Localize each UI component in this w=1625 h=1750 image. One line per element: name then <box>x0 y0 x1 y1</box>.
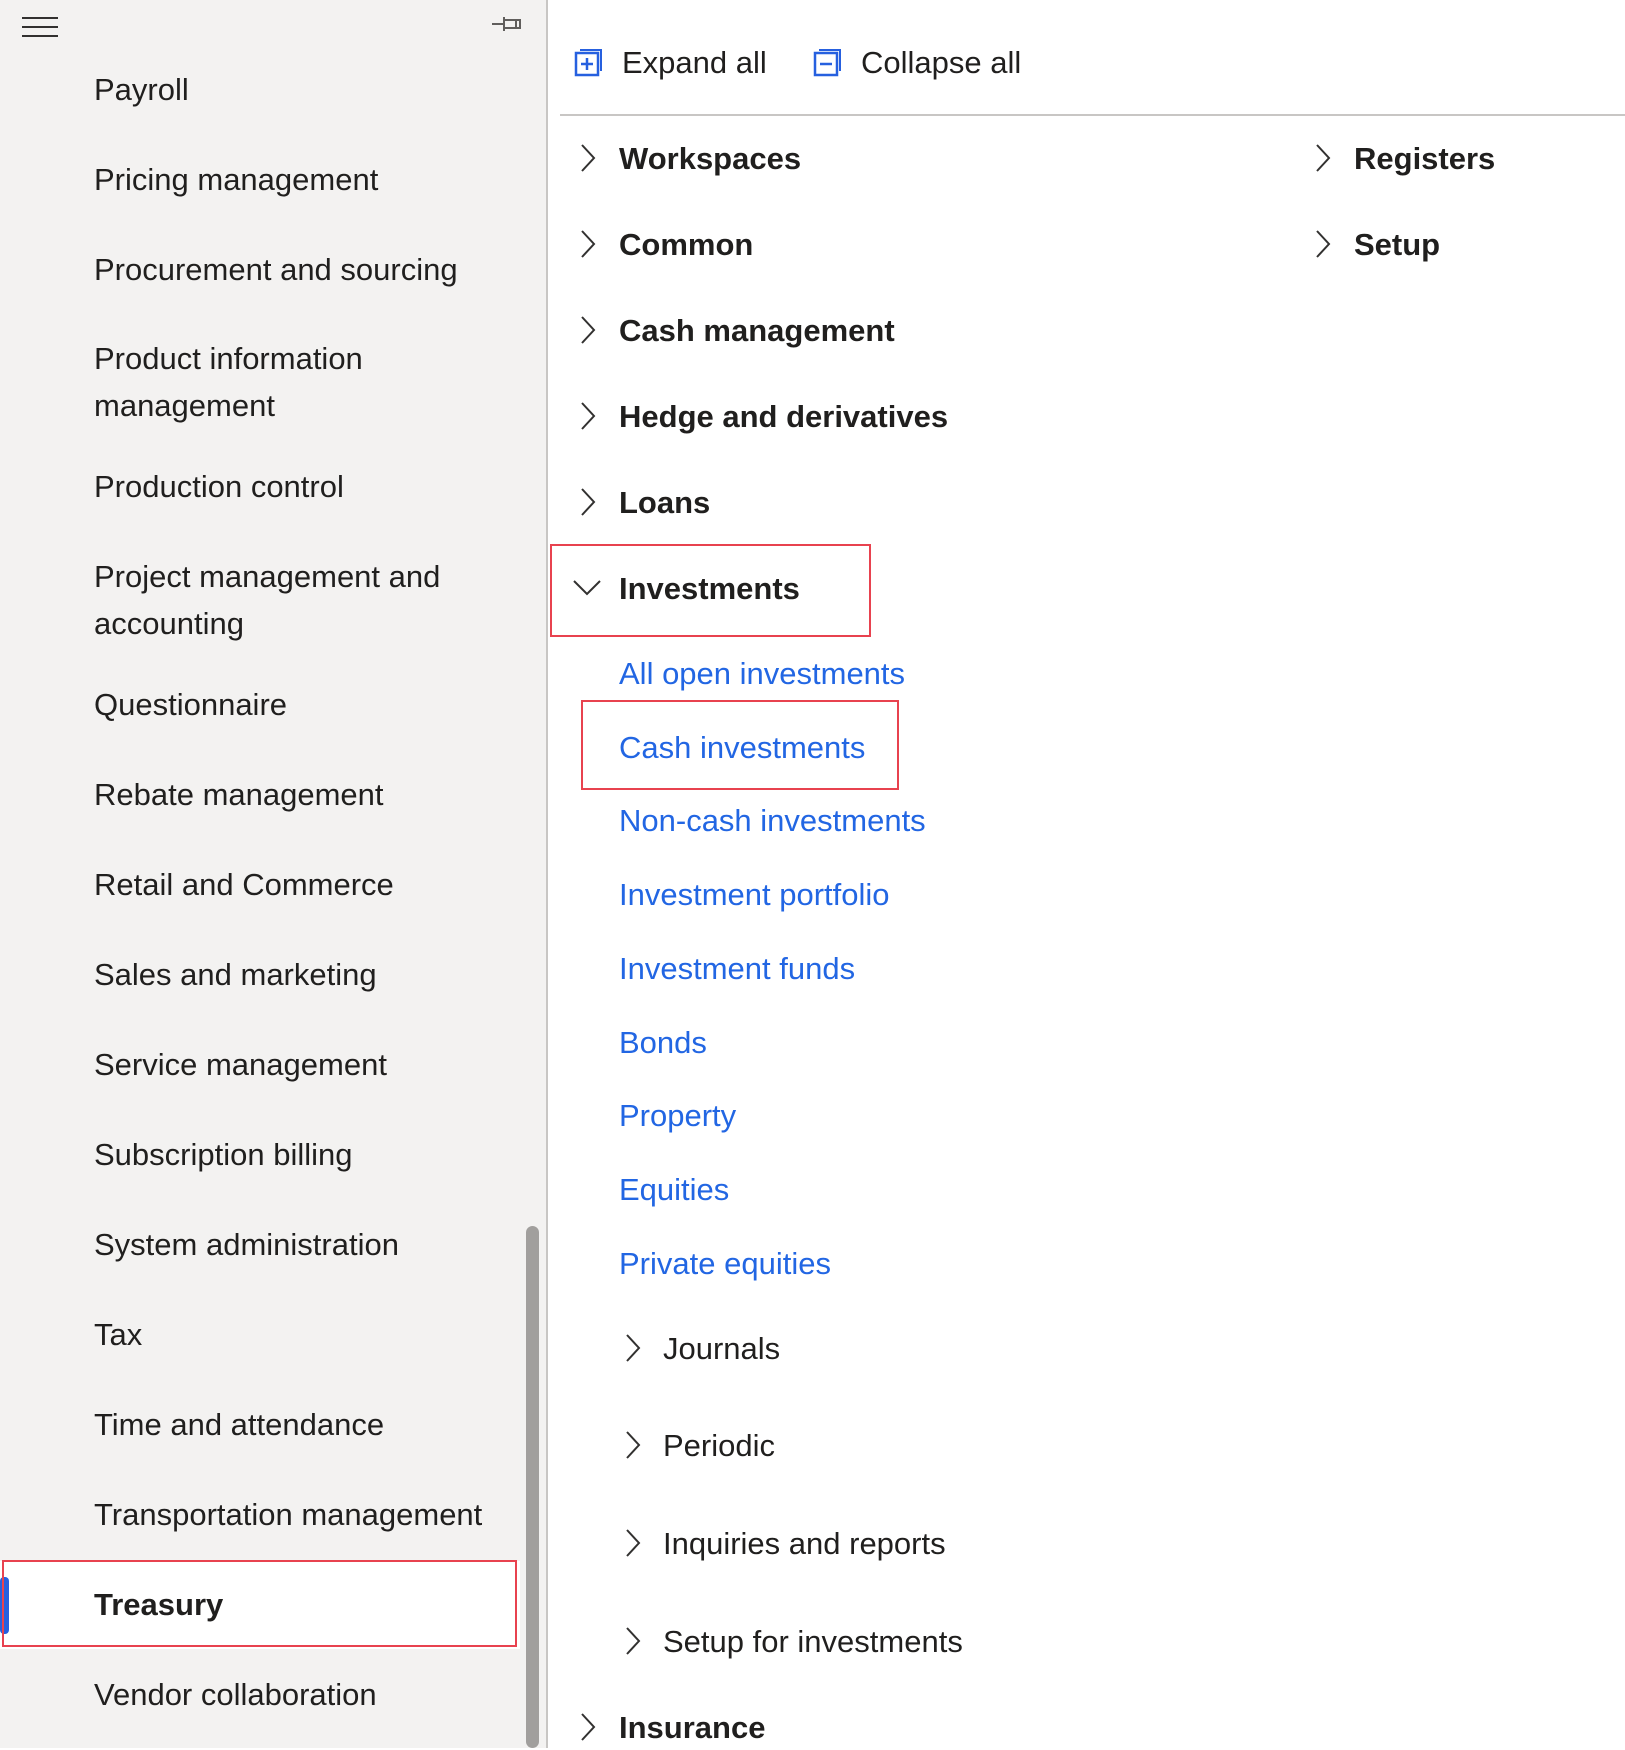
chevron-right-icon[interactable] <box>623 1527 643 1559</box>
nav-item-sales-and-marketing[interactable]: Sales and marketing <box>94 957 377 992</box>
nav-item-pricing-management[interactable]: Pricing management <box>94 162 379 197</box>
chevron-right-icon[interactable] <box>578 1711 598 1743</box>
chevron-right-icon[interactable] <box>578 486 598 518</box>
link-investment-funds[interactable]: Investment funds <box>619 951 856 986</box>
link-cash-investments[interactable]: Cash investments <box>619 730 866 765</box>
link-bonds[interactable]: Bonds <box>619 1025 707 1060</box>
expand-all-icon <box>574 49 602 77</box>
group-workspaces[interactable]: Workspaces <box>619 141 802 176</box>
link-non-cash-investments[interactable]: Non-cash investments <box>619 803 926 838</box>
nav-item-retail-and-commerce[interactable]: Retail and Commerce <box>94 867 394 902</box>
subgroup-journals[interactable]: Journals <box>663 1331 781 1366</box>
link-private-equities[interactable]: Private equities <box>619 1246 831 1281</box>
chevron-right-icon[interactable] <box>578 314 598 346</box>
collapse-all-button[interactable] <box>813 40 1021 86</box>
nav-item-production-control[interactable]: Production control <box>94 469 344 504</box>
group-cash-management[interactable]: Cash management <box>619 313 895 348</box>
chevron-right-icon[interactable] <box>578 228 598 260</box>
nav-item-subscription-billing[interactable]: Subscription billing <box>94 1137 353 1172</box>
subgroup-setup-for-investments[interactable]: Setup for investments <box>663 1624 963 1659</box>
expand-all-label: Expand all <box>622 45 767 80</box>
collapse-all-icon <box>813 49 841 77</box>
treasury-highlight-box <box>2 1560 517 1647</box>
nav-item-project-management-and-accounting[interactable]: Project management and accounting <box>94 559 441 641</box>
nav-item-system-administration[interactable]: System administration <box>94 1227 399 1262</box>
navigation-pane <box>0 0 548 1748</box>
chevron-right-icon[interactable] <box>623 1429 643 1461</box>
chevron-right-icon[interactable] <box>623 1625 643 1657</box>
group-hedge-and-derivatives[interactable]: Hedge and derivatives <box>619 399 949 434</box>
chevron-down-icon[interactable] <box>572 578 602 598</box>
subgroup-inquiries-and-reports[interactable]: Inquiries and reports <box>663 1526 946 1561</box>
collapse-all-label: Collapse all <box>861 45 1022 80</box>
group-investments[interactable]: Investments <box>619 571 800 606</box>
link-investment-portfolio[interactable]: Investment portfolio <box>619 877 890 912</box>
nav-item-time-and-attendance[interactable]: Time and attendance <box>94 1407 385 1442</box>
chevron-right-icon[interactable] <box>1313 228 1333 260</box>
pin-icon[interactable] <box>490 12 526 36</box>
chevron-right-icon[interactable] <box>623 1332 643 1364</box>
group-loans[interactable]: Loans <box>619 485 711 520</box>
group-insurance[interactable]: Insurance <box>619 1710 766 1745</box>
nav-item-questionnaire[interactable]: Questionnaire <box>94 687 288 722</box>
link-all-open-investments[interactable]: All open investments <box>619 656 906 691</box>
chevron-right-icon[interactable] <box>578 400 598 432</box>
hamburger-menu-icon[interactable] <box>22 17 58 39</box>
nav-item-rebate-management[interactable]: Rebate management <box>94 777 384 812</box>
group-common[interactable]: Common <box>619 227 754 262</box>
nav-scrollbar[interactable] <box>526 1226 539 1748</box>
expand-all-button[interactable] <box>574 40 767 86</box>
nav-item-treasury[interactable]: Treasury <box>94 1587 224 1622</box>
chevron-right-icon[interactable] <box>578 142 598 174</box>
nav-item-tax[interactable]: Tax <box>94 1317 143 1352</box>
nav-item-payroll[interactable]: Payroll <box>94 72 189 107</box>
nav-item-service-management[interactable]: Service management <box>94 1047 387 1082</box>
nav-item-procurement-and-sourcing[interactable]: Procurement and sourcing <box>94 252 458 287</box>
subgroup-periodic[interactable]: Periodic <box>663 1428 775 1463</box>
toolbar-divider <box>560 114 1625 116</box>
group-setup[interactable]: Setup <box>1354 227 1441 262</box>
chevron-right-icon[interactable] <box>1313 142 1333 174</box>
link-equities[interactable]: Equities <box>619 1172 730 1207</box>
nav-item-transportation-management[interactable]: Transportation management <box>94 1497 483 1532</box>
nav-item-vendor-collaboration[interactable]: Vendor collaboration <box>94 1677 377 1712</box>
nav-item-product-information-management[interactable]: Product information management <box>94 341 363 423</box>
link-property[interactable]: Property <box>619 1098 737 1133</box>
group-registers[interactable]: Registers <box>1354 141 1496 176</box>
